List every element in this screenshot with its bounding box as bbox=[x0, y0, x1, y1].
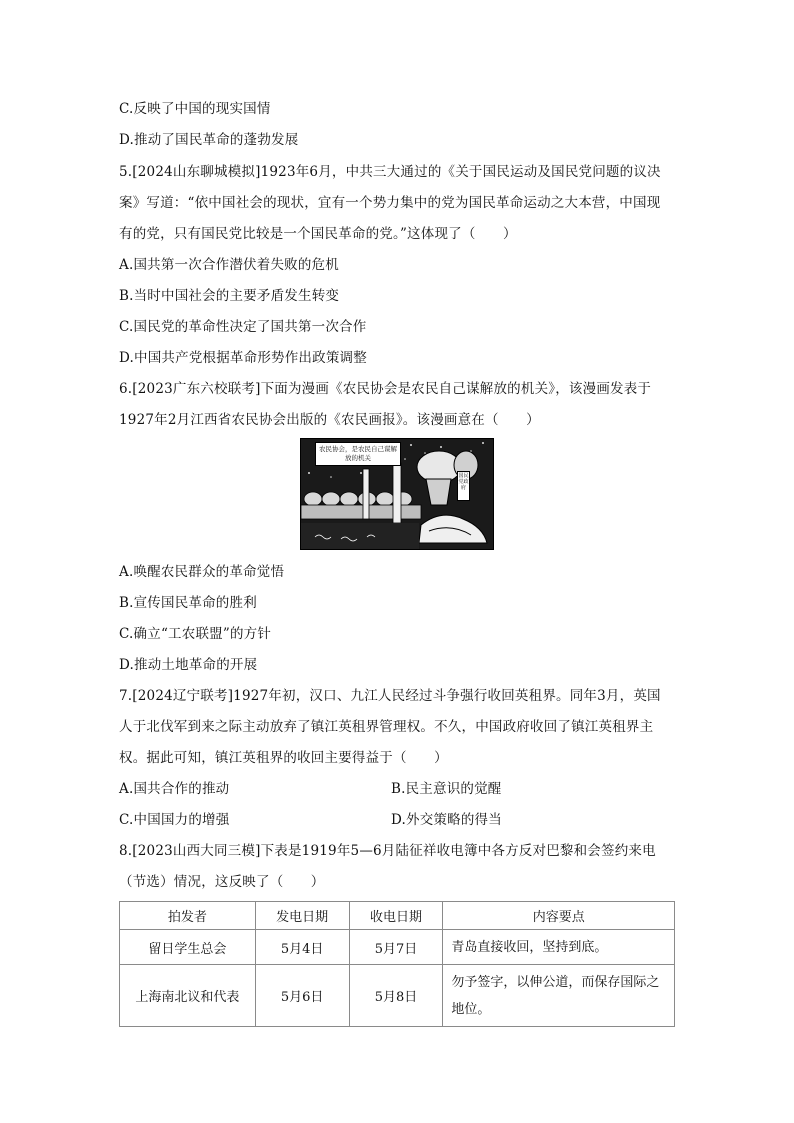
q4-option-c: C.反映了中国的现实国情 bbox=[119, 101, 271, 117]
q5-stem-line-2: 案》写道：“依中国社会的现状，宜有一个势力集中的党为国民革命运动之大本营，中国现 bbox=[119, 195, 661, 211]
q7-option-c: C.中国国力的增强 bbox=[119, 812, 230, 828]
cartoon-caption-box: 农民协会，是农民自己谋解放的机关 bbox=[315, 442, 401, 466]
table-cell-send-date: 5月6日 bbox=[255, 965, 349, 1027]
table-cell-content: 青岛直接收回，坚持到底。 bbox=[443, 930, 675, 965]
q8-telegram-table bbox=[119, 901, 675, 1027]
q7-option-b: B.民主意识的觉醒 bbox=[391, 781, 502, 797]
q6-option-a: A.唤醒农民群众的革命觉悟 bbox=[119, 564, 285, 580]
table-header-receive-date: 收电日期 bbox=[349, 902, 443, 930]
table-cell-content: 勿予签字，以伸公道，而保存国际之地位。 bbox=[443, 965, 675, 1027]
q8-stem-line-2: （节选）情况，这反映了（ ） bbox=[119, 874, 325, 890]
q6-stem-line-2: 1927年2月江西省农民协会出版的《农民画报》。该漫画意在（ ） bbox=[119, 412, 540, 428]
q8-stem-line-1: 8.[2023山西大同三模]下表是1919年5—6月陆征祥收电簿中各方反对巴黎和会签约来电 bbox=[119, 843, 656, 859]
q7-option-row-2 bbox=[119, 810, 679, 830]
q5-option-c: C.国民党的革命性决定了国共第一次合作 bbox=[119, 319, 367, 335]
table-row bbox=[120, 930, 675, 965]
table-header-content: 内容要点 bbox=[443, 902, 675, 930]
q5-option-a: A.国共第一次合作潜伏着失败的危机 bbox=[119, 257, 339, 273]
table-header-sender: 拍发者 bbox=[120, 902, 256, 930]
table-cell-sender: 上海南北议和代表 bbox=[120, 965, 256, 1027]
q7-option-row-1 bbox=[119, 779, 679, 799]
table-row bbox=[120, 965, 675, 1027]
q6-cartoon-image bbox=[300, 438, 494, 550]
q7-option-d: D.外交策略的得当 bbox=[391, 812, 502, 828]
q6-stem-line-1: 6.[2023广东六校联考]下面为漫画《农民协会是农民自己谋解放的机关》，该漫画发表于 bbox=[119, 381, 652, 397]
q6-option-d: D.推动土地革命的开展 bbox=[119, 657, 258, 673]
table-cell-receive-date: 5月8日 bbox=[349, 965, 443, 1027]
q6-option-b: B.宣传国民革命的胜利 bbox=[119, 595, 257, 611]
q5-stem-line-3: 有的党，只有国民党比较是一个国民革命的党。”这体现了（ ） bbox=[119, 226, 517, 242]
q4-option-d: D.推动了国民革命的蓬勃发展 bbox=[119, 132, 299, 148]
cartoon-side-tag: 国民党政府 bbox=[457, 471, 470, 501]
q7-stem-line-2: 人于北伐军到来之际主动放弃了镇江英租界管理权。不久，中国政府收回了镇江英租界主 bbox=[119, 719, 654, 735]
q6-option-c: C.确立“工农联盟”的方针 bbox=[119, 626, 272, 642]
q5-option-b: B.当时中国社会的主要矛盾发生转变 bbox=[119, 288, 340, 304]
table-header-row bbox=[120, 902, 675, 930]
table-cell-send-date: 5月4日 bbox=[255, 930, 349, 965]
table-cell-sender: 留日学生总会 bbox=[120, 930, 256, 965]
q7-stem-line-1: 7.[2024辽宁联考]1927年初，汉口、九江人民经过斗争强行收回英租界。同年3月，英国 bbox=[119, 688, 661, 704]
q7-option-a: A.国共合作的推动 bbox=[119, 781, 230, 797]
q5-option-d: D.中国共产党根据革命形势作出政策调整 bbox=[119, 350, 367, 366]
q5-stem-line-1: 5.[2024山东聊城模拟]1923年6月，中共三大通过的《关于国民运动及国民党问题的议决 bbox=[119, 164, 661, 180]
table-cell-receive-date: 5月7日 bbox=[349, 930, 443, 965]
q7-stem-line-3: 权。据此可知，镇江英租界的收回主要得益于（ ） bbox=[119, 750, 448, 766]
table-header-send-date: 发电日期 bbox=[255, 902, 349, 930]
